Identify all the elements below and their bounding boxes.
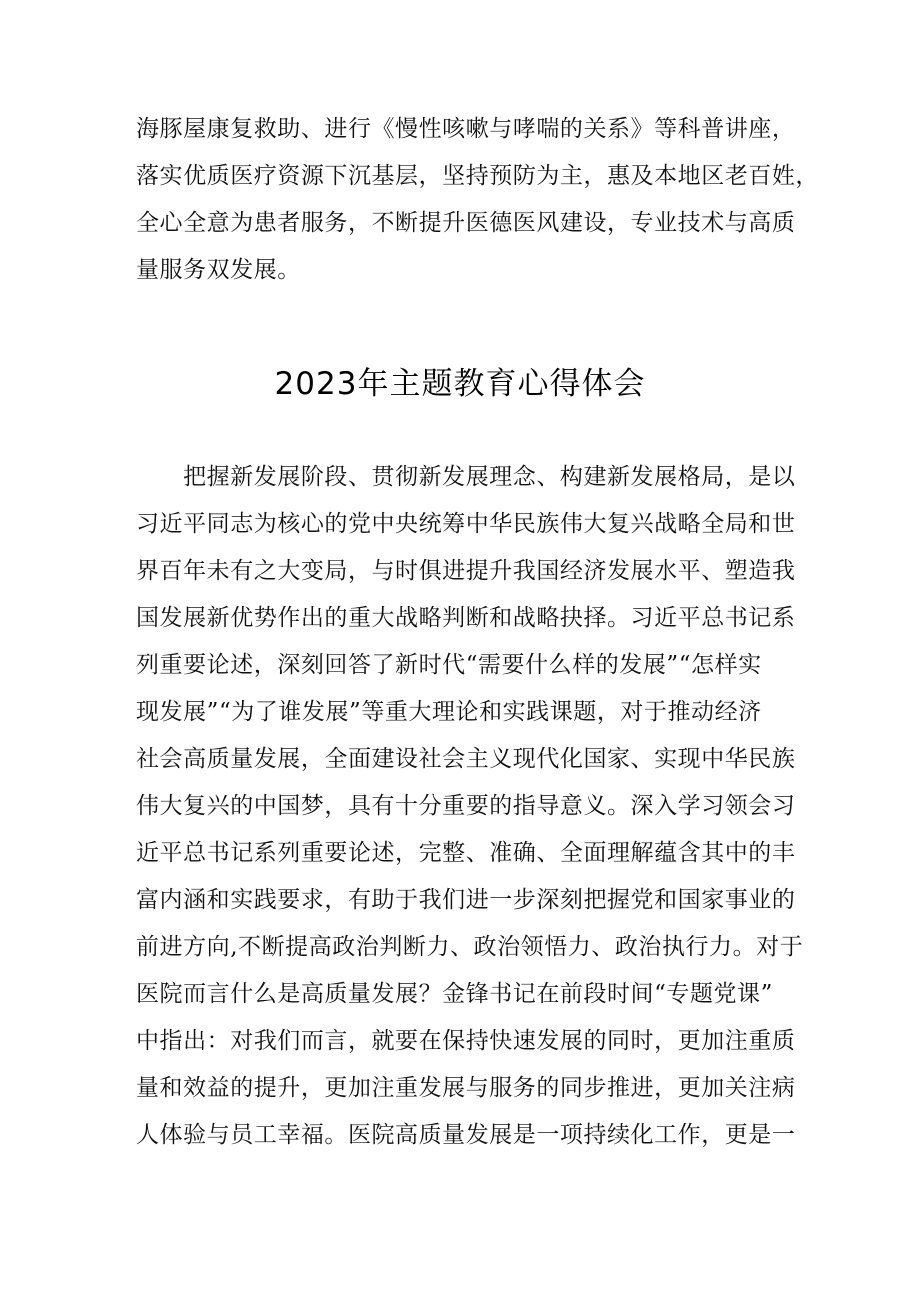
body-line: 界百年未有之大变局，与时俱进提升我国经济发展水平、塑造我 bbox=[136, 558, 796, 584]
body-line: 中指出：对我们而言，就要在保持快速发展的同时，更加注重质 bbox=[136, 1028, 796, 1054]
body-line: 医院而言什么是高质量发展？金锋书记在前段时间“专题党课” bbox=[136, 981, 773, 1007]
body-line: 人体验与员工幸福。医院高质量发展是一项持续化工作，更是一 bbox=[136, 1122, 796, 1148]
body-line: 前进方向,不断提高政治判断力、政治领悟力、政治执行力。对于 bbox=[136, 934, 804, 960]
document-title: 2023年主题教育心得体会 bbox=[274, 366, 646, 402]
body-line: 近平总书记系列重要论述，完整、准确、全面理解蕴含其中的丰 bbox=[136, 840, 796, 866]
body-line: 伟大复兴的中国梦，具有十分重要的指导意义。深入学习领会习 bbox=[136, 793, 796, 819]
body-line: 把握新发展阶段、贯彻新发展理念、构建新发展格局，是以 bbox=[136, 464, 796, 490]
body-line: 现发展”“为了谁发展”等重大理论和实践课题，对于推动经济 bbox=[136, 699, 762, 725]
body-line: 列重要论述，深刻回答了新时代“需要什么样的发展”“怎样实 bbox=[136, 652, 762, 678]
intro-line: 海豚屋康复救助、进行《慢性咳嗽与哮喘的关系》等科普讲座， bbox=[136, 116, 796, 142]
body-line: 习近平同志为核心的党中央统筹中华民族伟大复兴战略全局和世 bbox=[136, 511, 796, 537]
body-line: 国发展新优势作出的重大战略判断和战略抉择。习近平总书记系 bbox=[136, 605, 796, 631]
body-line: 量和效益的提升，更加注重发展与服务的同步推进，更加关注病 bbox=[136, 1075, 796, 1101]
intro-line: 量服务双发展。 bbox=[136, 257, 301, 283]
intro-line: 落实优质医疗资源下沉基层，坚持预防为主，惠及本地区老百姓， bbox=[136, 163, 819, 189]
body-line: 社会高质量发展，全面建设社会主义现代化国家、实现中华民族 bbox=[136, 746, 796, 772]
intro-line: 全心全意为患者服务，不断提升医德医风建设，专业技术与高质 bbox=[136, 210, 796, 236]
body-line: 富内涵和实践要求，有助于我们进一步深刻把握党和国家事业的 bbox=[136, 887, 796, 913]
